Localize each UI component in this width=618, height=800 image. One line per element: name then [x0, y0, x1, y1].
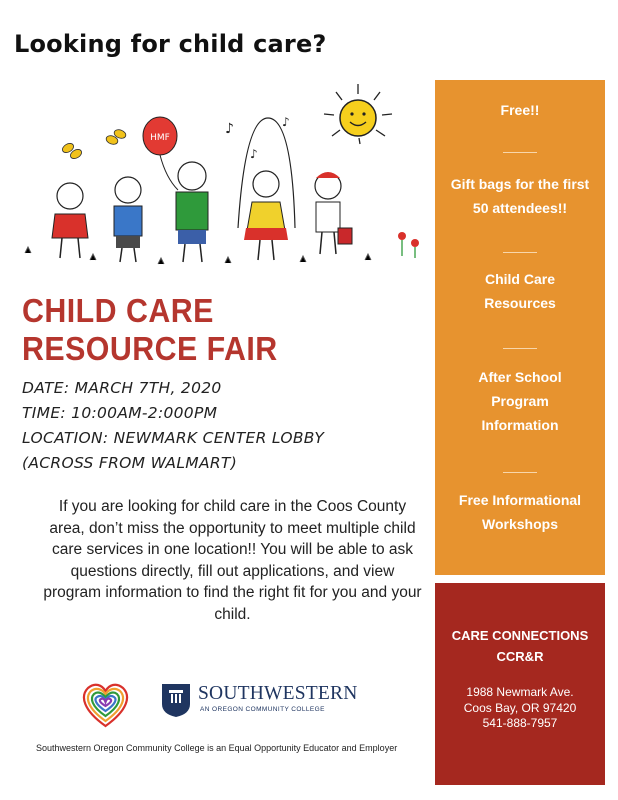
children-illustration	[20, 78, 425, 278]
heart-logo-icon	[78, 678, 133, 730]
description-paragraph: If you are looking for child care in the Coos County area, don’t miss the opportunity to meet multiple child care services in one location!! You will be able to ask questions directly, fill out applications, and view program information to find the right fit for you and your child.	[43, 498, 422, 623]
contact-address	[435, 685, 605, 732]
highlight-line: Gift bags for the first	[450, 176, 590, 192]
child-figure	[52, 183, 88, 258]
highlight-item	[435, 365, 605, 437]
highlight-line: 50 attendees!!	[472, 200, 568, 216]
address-street: 1988 Newmark Ave.	[466, 685, 574, 699]
college-subtitle: AN OREGON COMMUNITY COLLEGE	[200, 706, 325, 713]
child-figure	[244, 171, 288, 260]
highlight-line: After School	[478, 369, 562, 385]
event-location-note: (ACROSS FROM WALMART)	[22, 454, 238, 472]
contact-org: CARE CONNECTIONS	[451, 628, 589, 643]
divider	[503, 472, 537, 473]
headline: Looking for child care?	[14, 30, 327, 58]
divider	[503, 152, 537, 153]
event-title	[22, 292, 300, 368]
event-date: DATE: MARCH 7TH, 2020	[22, 379, 222, 397]
divider	[503, 252, 537, 253]
highlight-line: Information	[481, 417, 559, 433]
contact-title	[435, 625, 605, 667]
child-figure	[315, 172, 352, 254]
highlight-line: Free!!	[500, 102, 540, 118]
balloon	[143, 117, 178, 190]
event-time: TIME: 10:00AM-2:000PM	[22, 404, 218, 422]
highlight-line: Program	[491, 393, 549, 409]
contact-panel	[435, 583, 605, 785]
butterfly-icon	[61, 128, 127, 160]
phone-number: 541-888-7957	[482, 716, 558, 730]
divider	[503, 348, 537, 349]
highlight-line: Free Informational	[458, 492, 582, 508]
address-city: Coos Bay, OR 97420	[463, 700, 577, 715]
highlight-item	[435, 172, 605, 220]
contact-org-sub: CCR&R	[496, 649, 544, 664]
college-name: SOUTHWESTERN	[198, 683, 358, 704]
highlight-line: Resources	[484, 295, 556, 311]
highlight-item	[435, 488, 605, 536]
child-figure	[176, 162, 208, 262]
svg-text:♪: ♪	[282, 115, 290, 129]
event-title-line: CHILD CARE	[22, 292, 214, 329]
highlights-panel	[435, 80, 605, 575]
highlight-item	[435, 98, 605, 122]
sun-icon	[324, 84, 392, 144]
equal-opportunity-statement: Southwestern Oregon Community College is an Equal Opportunity Educator and Employer	[36, 743, 398, 753]
balloon-label: HMF	[150, 133, 170, 143]
southwestern-logo	[160, 680, 360, 720]
highlight-line: Workshops	[482, 516, 558, 532]
event-details	[22, 376, 324, 476]
event-title-line: RESOURCE FAIR	[22, 330, 278, 367]
event-location: LOCATION: NEWMARK CENTER LOBBY	[22, 429, 325, 447]
svg-text:♪: ♪	[250, 147, 258, 161]
child-figure	[114, 177, 142, 262]
svg-text:♪: ♪	[225, 121, 234, 137]
highlight-line: Child Care	[484, 271, 555, 287]
highlight-item	[435, 267, 605, 315]
college-seal-icon	[160, 680, 192, 718]
